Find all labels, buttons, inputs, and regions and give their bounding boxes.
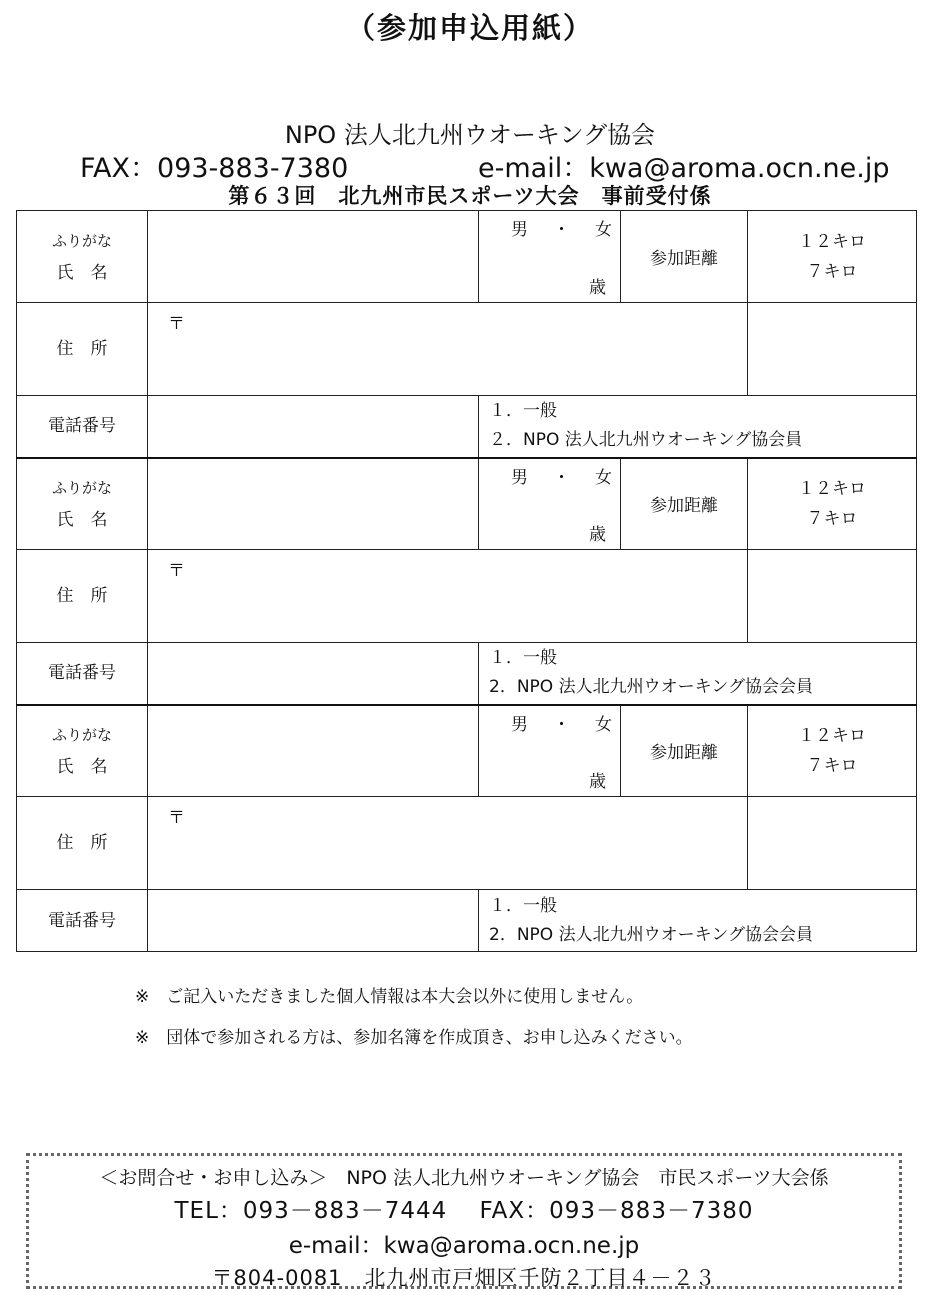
membership-npo-member[interactable]: 2．NPO 法人北九州ウオーキング協会会員 <box>489 924 814 945</box>
privacy-note: ※ ご記入いただきました個人情報は本大会以外に使用しません。 <box>135 987 644 1007</box>
postal-mark: 〒 <box>168 808 185 828</box>
age-label: 歳 <box>589 772 606 792</box>
distance-option-7km[interactable]: ７キロ <box>806 261 858 282</box>
address-row <box>17 797 917 890</box>
phone-input-cell[interactable] <box>148 890 479 952</box>
application-form-table <box>16 210 917 952</box>
phone-input-cell[interactable] <box>148 396 479 458</box>
furigana-label: ふりがな <box>51 231 112 250</box>
contact-phone-fax: TEL：093－883－7444 FAX：093－883－7380 <box>174 1198 754 1224</box>
phone-label: 電話番号 <box>17 396 148 458</box>
membership-general[interactable]: １．一般 <box>489 648 557 669</box>
sex-options[interactable]: 男 ・ 女 <box>511 714 616 735</box>
distance-option-12km[interactable]: １２キロ <box>798 478 866 499</box>
fax-number: FAX：093-883-7380 <box>80 153 349 184</box>
membership-options[interactable] <box>479 643 917 705</box>
distance-options[interactable] <box>748 211 917 303</box>
name-row <box>17 705 917 797</box>
membership-options[interactable] <box>479 890 917 952</box>
membership-options[interactable] <box>479 396 917 458</box>
distance-label: 参加距離 <box>621 458 748 550</box>
membership-npo-member[interactable]: ２．NPO 法人北九州ウオーキング協会員 <box>489 430 803 451</box>
membership-npo-member[interactable]: 2．NPO 法人北九州ウオーキング協会会員 <box>489 677 814 698</box>
address-label: 住 所 <box>17 303 148 396</box>
name-label-cell <box>17 458 148 550</box>
sex-options[interactable]: 男 ・ 女 <box>511 220 616 240</box>
address-extra-cell[interactable] <box>748 797 917 890</box>
address-input-cell[interactable] <box>148 303 748 396</box>
age-label: 歳 <box>589 525 606 545</box>
name-label: 氏 名 <box>56 262 108 283</box>
event-title: 第６３回 北九州市民スポーツ大会 事前受付係 <box>228 184 712 208</box>
email-address: e-mail：kwa@aroma.ocn.ne.jp <box>478 153 890 184</box>
name-input-cell[interactable] <box>148 458 479 550</box>
age-label: 歳 <box>589 278 606 298</box>
distance-option-7km[interactable]: ７キロ <box>806 508 858 529</box>
phone-row <box>17 643 917 705</box>
sex-age-cell[interactable] <box>479 211 621 303</box>
phone-label: 電話番号 <box>17 643 148 705</box>
group-note: ※ 団体で参加される方は、参加名簿を作成頂き、お申し込みください。 <box>135 1028 693 1048</box>
name-label: 氏 名 <box>56 509 108 530</box>
name-input-cell[interactable] <box>148 211 479 303</box>
address-row <box>17 550 917 643</box>
address-row <box>17 303 917 396</box>
contact-box <box>26 1153 902 1289</box>
distance-option-12km[interactable]: １２キロ <box>798 231 866 252</box>
phone-label: 電話番号 <box>17 890 148 952</box>
organization-name: NPO 法人北九州ウオーキング協会 <box>284 121 656 149</box>
distance-label: 参加距離 <box>621 705 748 797</box>
phone-row <box>17 396 917 458</box>
furigana-label: ふりがな <box>51 478 112 497</box>
distance-option-7km[interactable]: ７キロ <box>806 755 858 776</box>
name-row <box>17 211 917 303</box>
address-extra-cell[interactable] <box>748 550 917 643</box>
sex-options[interactable]: 男 ・ 女 <box>511 467 616 488</box>
name-label-cell <box>17 705 148 797</box>
name-label-cell <box>17 211 148 303</box>
address-label: 住 所 <box>17 550 148 643</box>
name-row <box>17 458 917 550</box>
membership-general[interactable]: １．一般 <box>489 895 557 916</box>
phone-row <box>17 890 917 952</box>
membership-general[interactable]: １．一般 <box>489 401 557 422</box>
address-input-cell[interactable] <box>148 550 748 643</box>
distance-option-12km[interactable]: １２キロ <box>798 725 866 746</box>
sex-age-cell[interactable] <box>479 705 621 797</box>
distance-label: 参加距離 <box>621 211 748 303</box>
postal-mark: 〒 <box>168 314 185 334</box>
address-label: 住 所 <box>17 797 148 890</box>
contact-heading: ＜お問合せ・お申し込み＞ NPO 法人北九州ウオーキング協会 市民スポーツ大会係 <box>99 1167 829 1189</box>
name-label: 氏 名 <box>56 756 108 777</box>
address-input-cell[interactable] <box>148 797 748 890</box>
name-input-cell[interactable] <box>148 705 479 797</box>
contact-address: 〒804-0081 北九州市戸畑区千防２丁目４－２３ <box>211 1266 717 1290</box>
contact-email: e-mail：kwa@aroma.ocn.ne.jp <box>288 1233 640 1259</box>
sex-age-cell[interactable] <box>479 458 621 550</box>
furigana-label: ふりがな <box>51 725 112 744</box>
distance-options[interactable] <box>748 458 917 550</box>
page-title: （参加申込用紙） <box>345 11 594 45</box>
distance-options[interactable] <box>748 705 917 797</box>
phone-input-cell[interactable] <box>148 643 479 705</box>
postal-mark: 〒 <box>168 561 185 581</box>
address-extra-cell[interactable] <box>748 303 917 396</box>
